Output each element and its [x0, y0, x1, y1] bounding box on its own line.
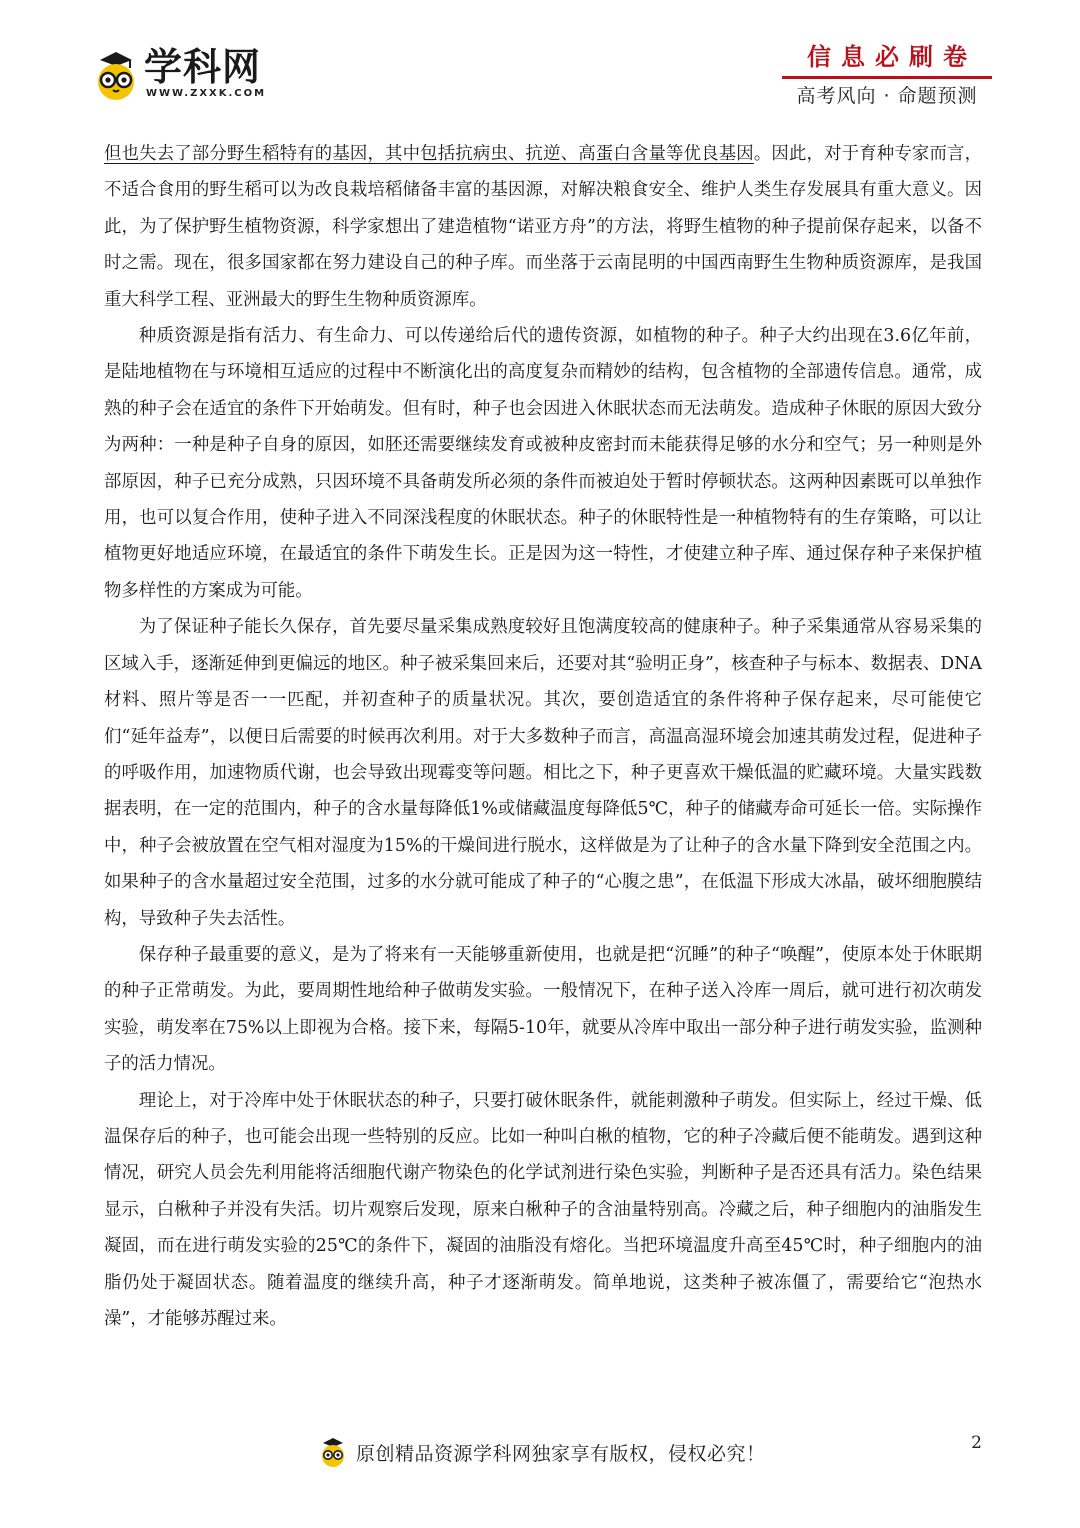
underlined-sentence: 但也失去了部分野生稻特有的基因，其中包括抗病虫、抗逆、高蛋白含量等优良基因 — [104, 144, 754, 164]
paragraph-5: 理论上，对于冷库中处于休眠状态的种子，只要打破休眠条件，就能刺激种子萌发。但实际上，经过干燥、低温保存后的种子，也可能会出现一些特别的反应。比如一种叫白楸的植物，它的种子冷藏后便不能萌发。遇到这种情况，研究人员会先利用能将活细胞代谢产物染色的化学试剂进行染色实验，判断种子是否还具有活力。染色结果显示，白楸种子并没有失活。切片观察后发现，原来白楸种子的含油量特别高。冷藏之后，种子细胞内的油脂发生凝固，而在进行萌发实验的25℃的条件下，凝固的油脂没有熔化。当把环境温度升高至45℃时，种子细胞内的油脂仍处于凝固状态。随着温度的继续升高，种子才逐渐萌发。简单地说，这类种子被冻僵了，需要给它“泡热水澡”，才能够苏醒过来。 — [104, 1090, 982, 1329]
banner-divider — [782, 76, 992, 79]
zxxk-logo[interactable] — [92, 44, 272, 104]
paragraph-1 — [104, 136, 982, 318]
page-footer — [0, 1425, 1080, 1485]
page-number: 2 — [971, 1433, 982, 1453]
exam-banner — [782, 40, 992, 112]
article-body — [104, 136, 982, 1337]
logo-title: 学科网 — [144, 45, 262, 89]
paragraph-4: 保存种子最重要的意义，是为了将来有一天能够重新使用，也就是把“沉睡”的种子“唤醒”，使原本处于休眠期的种子正常萌发。为此，要周期性地给种子做萌发实验。一般情况下，在种子送入冷库一周后，就可进行初次萌发实验，萌发率在75%以上即视为合格。接下来，每隔5-10年，就要从冷库中取出一部分种子进行萌发实验，监测种子的活力情况。 — [104, 944, 982, 1075]
page-header — [0, 0, 1080, 128]
owl-logo-icon — [92, 48, 140, 100]
paragraph-3: 为了保证种子能长久保存，首先要尽量采集成熟度较好且饱满度较高的健康种子。种子采集通常从容易采集的区域入手，逐渐延伸到更偏远的地区。种子被采集回来后，还要对其“验明正身”，核查种子与标本、数据表、DNA材料、照片等是否一一匹配，并初查种子的质量状况。其次，要创造适宜的条件将种子保存起来，尽可能使它们“延年益寿”，以便日后需要的时候再次利用。对于大多数种子而言，高温高湿环境会加速其萌发过程，促进种子的呼吸作用，加速物质代谢，也会导致出现霉变等问题。相比之下，种子更喜欢干燥低温的贮藏环境。大量实践数据表明，在一定的范围内，种子的含水量每降低1%或储藏温度每降低5℃，种子的储藏寿命可延长一倍。实际操作中，种子会被放置在空气相对湿度为15%的干燥间进行脱水，这样做是为了让种子的含水量下降到安全范围之内。如果种子的含水量超过安全范围，过多的水分就可能成了种子的“心腹之患”，在低温下形成大冰晶，破坏细胞膜结构，导致种子失去活性。 — [104, 617, 982, 929]
banner-subtitle: 高考风向 · 命题预测 — [796, 85, 978, 107]
logo-url: WWW.ZXXK.COM — [146, 88, 267, 99]
copyright-notice: 原创精品资源学科网独家享有版权，侵权必究！ — [356, 1443, 766, 1465]
paragraph-1-text: 。因此，对于育种专家而言，不适合食用的野生稻可以为改良栽培稻储备丰富的基因源，对解决粮食安全、维护人类生存发展具有重大意义。因此，为了保护野生植物资源，科学家想出了建造植物“诺亚方舟”的方法，将野生植物的种子提前保存起来，以备不时之需。现在，很多国家都在努力建设自己的种子库。而坐落于云南昆明的中国西南野生生物种质资源库，是我国重大科学工程、亚洲最大的野生生物种质资源库。 — [104, 144, 982, 310]
owl-badge-icon — [318, 1435, 348, 1467]
banner-title: 信息必刷卷 — [807, 43, 977, 71]
paragraph-2: 种质资源是指有活力、有生命力、可以传递给后代的遗传资源，如植物的种子。种子大约出现在3.6亿年前，是陆地植物在与环境相互适应的过程中不断演化出的高度复杂而精妙的结构，包含植物的全部遗传信息。通常，成熟的种子会在适宜的条件下开始萌发。但有时，种子也会因进入休眠状态而无法萌发。造成种子休眠的原因大致分为两种：一种是种子自身的原因，如胚还需要继续发育或被种皮密封而未能获得足够的水分和空气；另一种则是外部原因，种子已充分成熟，只因环境不具备萌发所必须的条件而被迫处于暂时停顿状态。这两种因素既可以单独作用，也可以复合作用，使种子进入不同深浅程度的休眠状态。种子的休眠特性是一种植物特有的生存策略，可以让植物更好地适应环境，在最适宜的条件下萌发生长。正是因为这一特性，才使建立种子库、通过保存种子来保护植物多样性的方案成为可能。 — [104, 326, 982, 601]
